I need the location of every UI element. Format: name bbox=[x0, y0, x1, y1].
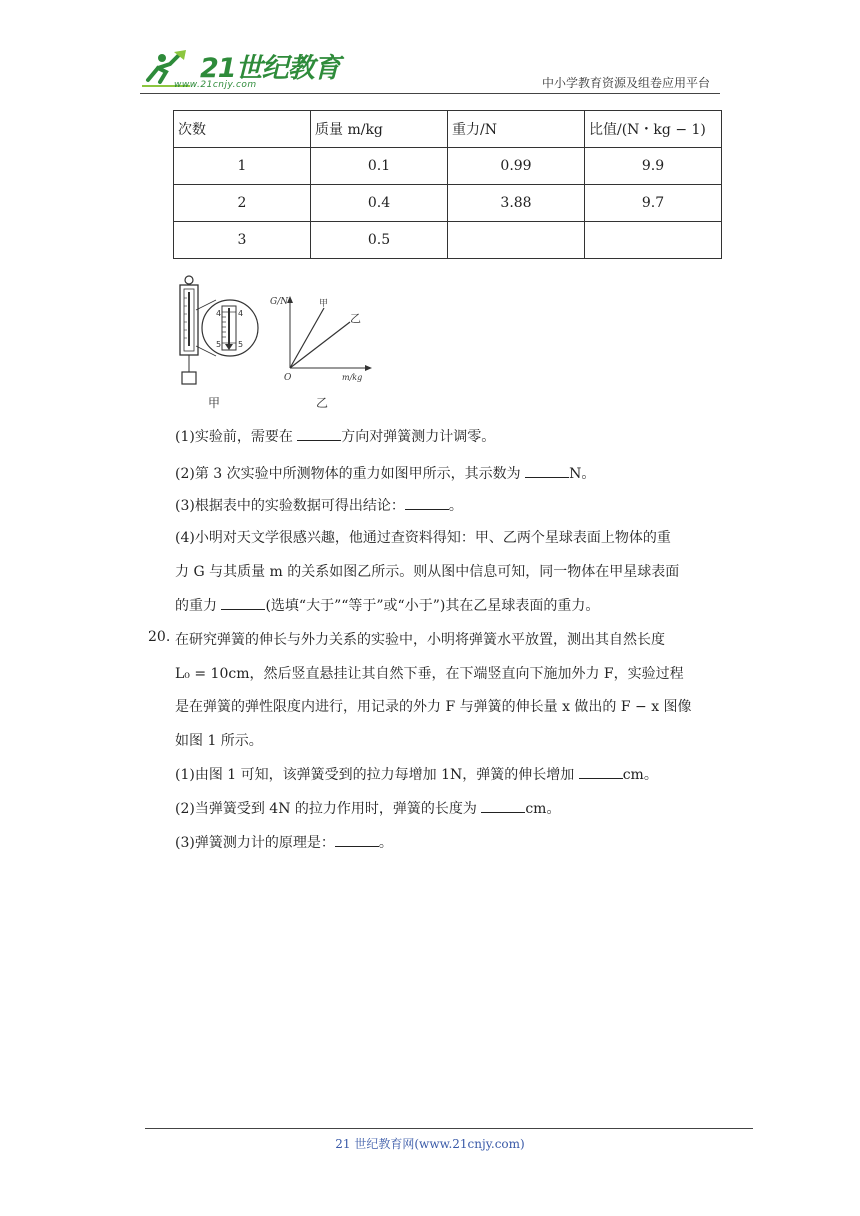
q20-part2-text-b: cm。 bbox=[525, 801, 561, 817]
q19-part4-line1: (4)小明对天文学很感兴趣，他通过查资料得知：甲、乙两个星球表面上物体的重 bbox=[175, 530, 671, 546]
graph-origin-label: O bbox=[284, 373, 292, 383]
table-cell: 9.7 bbox=[585, 185, 722, 222]
q19-part3-text-b: 。 bbox=[448, 498, 463, 514]
answer-blank[interactable] bbox=[525, 465, 569, 478]
table-row bbox=[174, 185, 722, 222]
q20-stem-line1: 在研究弹簧的伸长与外力关系的实验中，小明将弹簧水平放置，测出其自然长度 bbox=[175, 632, 665, 648]
table-cell: 3 bbox=[174, 222, 311, 259]
scale-mark-4-left: 4 bbox=[216, 309, 222, 318]
q19-part2-text-a: (2)第 3 次实验中所测物体的重力如图甲所示，其示数为 bbox=[175, 466, 526, 482]
q19-part1-text-a: (1)实验前，需要在 bbox=[175, 429, 298, 445]
q19-part2-text-b: N。 bbox=[569, 466, 596, 482]
q19-part1 bbox=[175, 426, 495, 446]
q20-part2-text-a: (2)当弹簧受到 4N 的拉力作用时，弹簧的长度为 bbox=[175, 801, 482, 817]
table-cell: 9.9 bbox=[585, 148, 722, 185]
table-row bbox=[174, 148, 722, 185]
graph-line-jia-label: 甲 bbox=[319, 299, 329, 309]
answer-blank[interactable] bbox=[297, 428, 341, 441]
table-cell bbox=[448, 222, 585, 259]
line-yi bbox=[290, 322, 350, 368]
table-header-cell: 比值/(N・kg − 1) bbox=[585, 111, 722, 148]
table-cell: 0.1 bbox=[311, 148, 448, 185]
graph-line-yi-label: 乙 bbox=[350, 312, 361, 325]
scale-mark-5-left: 5 bbox=[216, 340, 222, 349]
q19-part3-text-a: (3)根据表中的实验数据可得出结论： bbox=[175, 498, 405, 514]
answer-blank[interactable] bbox=[335, 834, 379, 847]
table-cell: 0.4 bbox=[311, 185, 448, 222]
g-m-graph bbox=[270, 296, 372, 410]
q20-part1-text-b: cm。 bbox=[622, 767, 658, 783]
q20-stem-line2: L₀ = 10cm，然后竖直悬挂让其自然下垂，在下端竖直向下施加外力 F，实验过程 bbox=[175, 666, 684, 682]
q20-part3 bbox=[175, 832, 393, 852]
table-header-cell: 次数 bbox=[174, 111, 311, 148]
q19-part2 bbox=[175, 463, 595, 483]
q20-number: 20. bbox=[148, 629, 171, 645]
header-divider bbox=[140, 93, 720, 94]
table-cell: 0.5 bbox=[311, 222, 448, 259]
q20-part1 bbox=[175, 764, 658, 784]
answer-blank[interactable] bbox=[579, 766, 623, 779]
header-platform-text: 中小学教育资源及组卷应用平台 bbox=[541, 76, 710, 90]
q20-part1-text-a: (1)由图 1 可知，该弹簧受到的拉力每增加 1N，弹簧的伸长增加 bbox=[175, 767, 579, 783]
q19-part4-text-a: 的重力 bbox=[175, 598, 222, 614]
table-cell: 3.88 bbox=[448, 185, 585, 222]
q19-part3 bbox=[175, 495, 463, 515]
q19-part4-line3 bbox=[175, 595, 599, 615]
answer-blank[interactable] bbox=[221, 597, 265, 610]
answer-blank[interactable] bbox=[405, 497, 449, 510]
table-header-cell: 质量 m/kg bbox=[311, 111, 448, 148]
graph-x-axis-label: m/kg bbox=[342, 373, 363, 382]
experiment-table bbox=[173, 110, 722, 259]
line-jia bbox=[290, 308, 324, 368]
scale-mark-5-right: 5 bbox=[238, 340, 244, 349]
table-row bbox=[174, 222, 722, 259]
table-cell: 2 bbox=[174, 185, 311, 222]
q20-stem-line3: 是在弹簧的弹性限度内进行，用记录的外力 F 与弹簧的伸长量 x 做出的 F − x 图像 bbox=[175, 699, 692, 715]
q19-part1-text-b: 方向对弹簧测力计调零。 bbox=[341, 429, 496, 445]
footer-divider bbox=[145, 1128, 753, 1129]
logo-text: 21世纪教育 bbox=[200, 53, 340, 84]
logo-url: www.21cnjy.com bbox=[174, 80, 257, 90]
q20-part3-text-b: 。 bbox=[378, 835, 393, 851]
q20-part2 bbox=[175, 798, 560, 818]
table-cell: 1 bbox=[174, 148, 311, 185]
spring-scale-diagram bbox=[180, 276, 258, 410]
answer-blank[interactable] bbox=[481, 800, 525, 813]
q20-stem-line4: 如图 1 所示。 bbox=[175, 733, 263, 749]
figure-yi-label: 乙 bbox=[316, 396, 329, 410]
footer-link[interactable]: 21 世纪教育网(www.21cnjy.com) bbox=[335, 1137, 525, 1151]
table-cell bbox=[585, 222, 722, 259]
table-cell: 0.99 bbox=[448, 148, 585, 185]
table-header-row bbox=[174, 111, 722, 148]
q19-part4-line2: 力 G 与其质量 m 的关系如图乙所示。则从图中信息可知，同一物体在甲星球表面 bbox=[175, 564, 680, 580]
q20-part3-text-a: (3)弹簧测力计的原理是： bbox=[175, 835, 335, 851]
spring-scale-and-graph-figure bbox=[172, 270, 382, 410]
graph-y-axis-label: G/N bbox=[270, 297, 289, 307]
figure-jia-label: 甲 bbox=[208, 396, 221, 410]
q19-part4-text-b: (选填“大于”“等于”或“小于”)其在乙星球表面的重力。 bbox=[265, 598, 600, 614]
table-header-cell: 重力/N bbox=[448, 111, 585, 148]
scale-mark-4-right: 4 bbox=[238, 309, 244, 318]
